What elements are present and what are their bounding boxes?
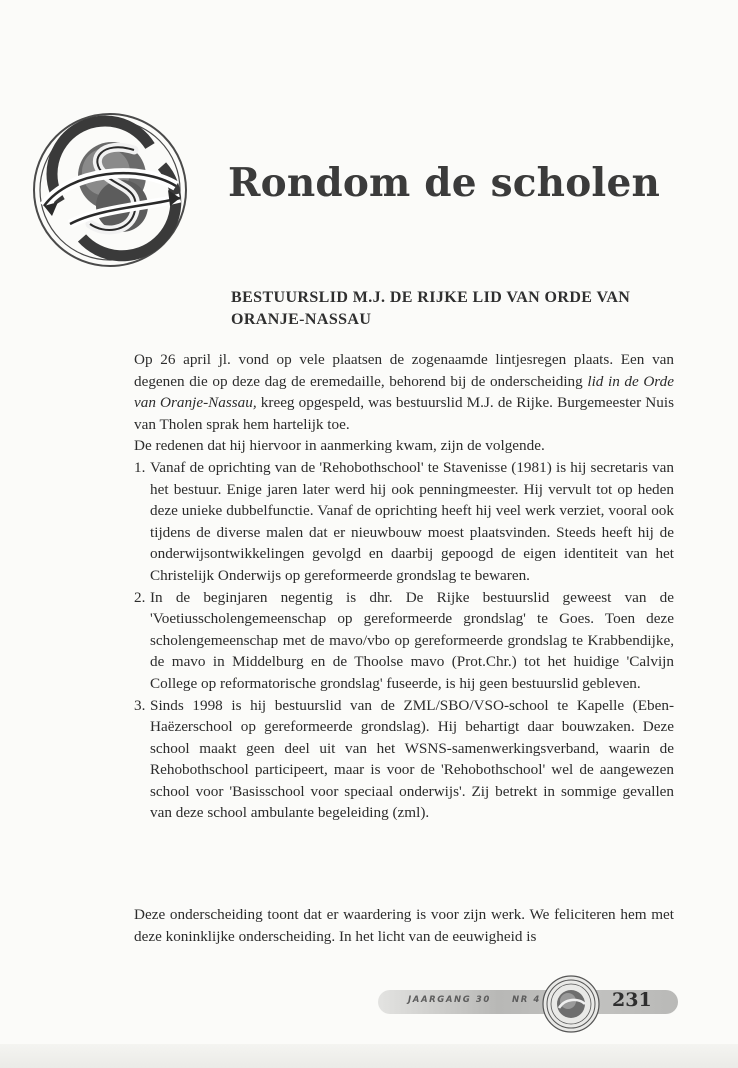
footer-issue: NR 4 xyxy=(512,995,541,1005)
list-item-number: 1. xyxy=(134,458,146,476)
intro-text-1: Op 26 april jl. vond op vele plaatsen de zogenaamde lintjesregen plaats. Een van degenen die op deze dag de eremedaille, behorend bij de onderscheiding xyxy=(134,351,674,390)
reasons-intro: De redenen dat hij hiervoor in aanmerking kwam, zijn de volgende. xyxy=(134,437,545,455)
list-item xyxy=(134,587,674,695)
article-heading: BESTUURSLID M.J. DE RIJKE LID VAN ORDE VAN ORANJE-NASSAU xyxy=(231,289,631,328)
intro-text-2: kreeg opgespeld, was bestuurslid M.J. de Rijke. Burgemeester Nuis van Tholen sprak hem hartelijk toe. xyxy=(134,394,674,433)
list-item-number: 3. xyxy=(134,696,146,714)
list-item-number: 2. xyxy=(134,588,146,606)
page-number: 231 xyxy=(612,989,652,1011)
reasons-list xyxy=(134,457,674,824)
intro-italic-text: lid in de Orde van Oranje-Nassau, xyxy=(134,372,674,412)
list-item-text: Vanaf de oprichting van de 'Rehobothschool' te Stavenisse (1981) is hij secretaris van het bestuur. Enige jaren later werd hij ook penningmeester. Hij vervult tot op heden deze unieke dubbelfunctie. Vanaf de oprichting heeft hij veel werk verziet, vooral ook tijdens de diverse malen dat er nieuwbouw moest plaatsvinden. Steeds heeft hij de onderwijsontwikkelingen gevolgd en daarbij gepoogd de eigen identiteit van het Christelijk Onderwijs op gereformeerde grondslag te bewaren. xyxy=(150,458,674,584)
footer-volume: JAARGANG 30 xyxy=(408,995,491,1005)
list-item-text: In de beginjaren negentig is dhr. De Rijke bestuurslid geweest van de 'Voetiusscholengemeenschap op gereformeerde grondslag' te Goes. Toen deze scholengemeenschap met de mavo/vbo op gereformeerde grondslag te Krabbendijke, de mavo in Middelburg en de Thoolse mavo (Prot.Chr.) tot het huidige 'Calvijn College op reformatorische grondslag' fuseerde, is hij geen bestuurslid gebleven. xyxy=(150,588,674,692)
closing-paragraph: Deze onderscheiding toont dat er waardering is voor zijn werk. We feliciteren hem met deze koninklijke onderscheiding. In het licht van de eeuwigheid is xyxy=(134,906,674,945)
list-item xyxy=(134,457,674,587)
page-title: Rondom de scholen xyxy=(228,160,661,206)
footer-emblem-icon xyxy=(541,974,601,1034)
page-edge xyxy=(0,1044,738,1068)
list-item xyxy=(134,695,674,825)
school-emblem-icon xyxy=(30,106,190,274)
intro-paragraph xyxy=(134,349,674,435)
article-body xyxy=(134,349,674,824)
list-item-text: Sinds 1998 is hij bestuurslid van de ZML/SBO/VSO-school te Kapelle (Eben-Haëzerschool op gereformeerde grondslag). Hij behartigt daar bouwzaken. Deze school maakt geen deel uit van het WSNS-samenwerkingsverband, waarin de Rehobothschool participeert, maar is voor de 'Rehobothschool' wel de aangewezen school voor 'Basisschool voor speciaal onderwijs'. Zij betrekt in sommige gevallen van deze school ambulante begeleiding (zml). xyxy=(150,696,674,822)
